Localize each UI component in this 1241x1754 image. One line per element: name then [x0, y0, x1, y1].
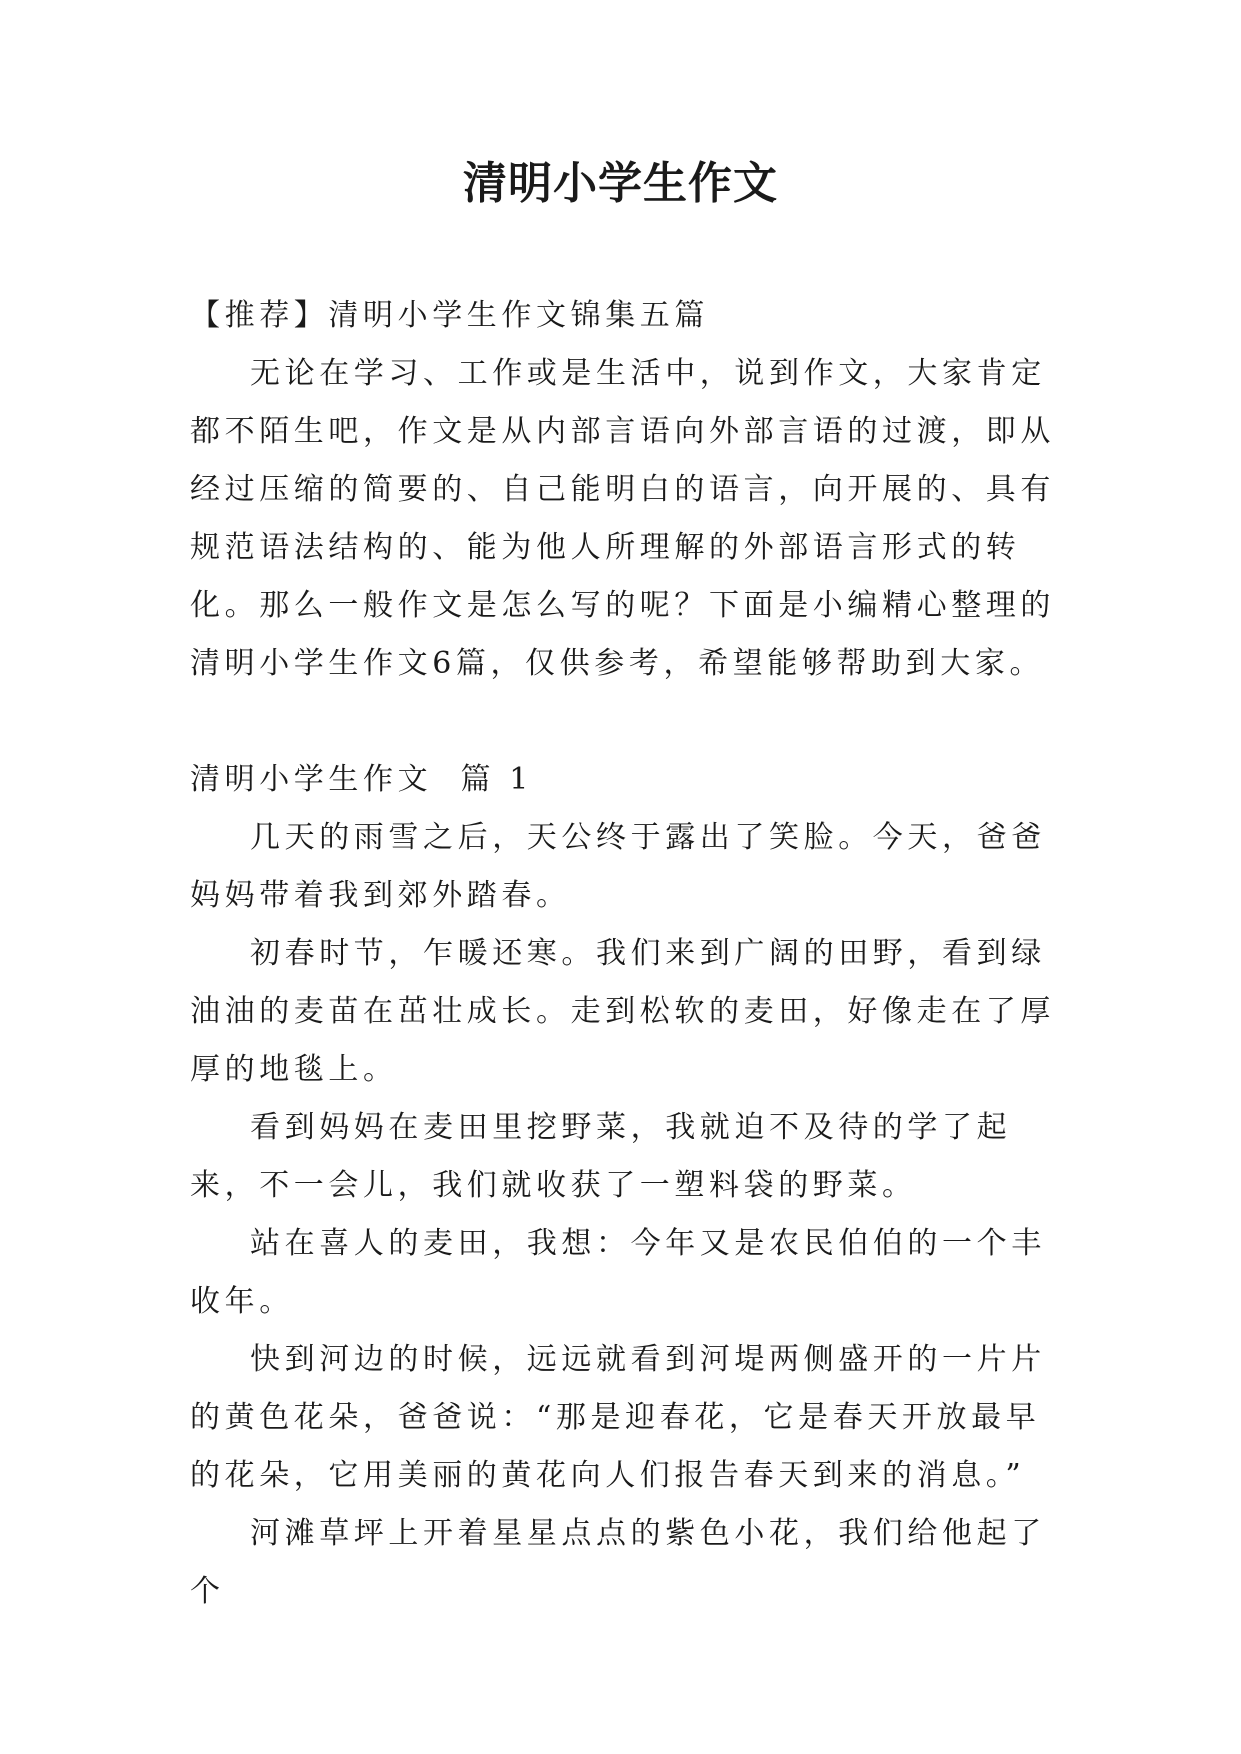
body-paragraph: 快到河边的时候，远远就看到河堤两侧盛开的一片片的黄色花朵，爸爸说：“那是迎春花，它是春天开放最早的花朵，它用美丽的黄花向人们报告春天到来的消息。” [190, 1342, 1046, 1493]
body-paragraph: 河滩草坪上开着星星点点的紫色小花，我们给他起了个 [190, 1516, 1046, 1609]
body-paragraph: 看到妈妈在麦田里挖野菜，我就迫不及待的学了起来，不一会儿，我们就收获了一塑料袋的野菜。 [190, 1110, 1012, 1203]
body-paragraph: 站在喜人的麦田，我想：今年又是农民伯伯的一个丰收年。 [190, 1226, 1046, 1319]
document-title: 清明小学生作文 [463, 158, 778, 209]
document-subtitle: 【推荐】清明小学生作文锦集五篇 [190, 298, 709, 333]
document-body [190, 287, 1070, 1621]
section-heading: 清明小学生作文 篇 1 [190, 762, 533, 797]
body-paragraph: 初春时节，乍暖还寒。我们来到广阔的田野，看到绿油油的麦苗在茁壮成长。走到松软的麦田，好像走在了厚厚的地毯上。 [190, 936, 1055, 1087]
body-paragraph: 几天的雨雪之后，天公终于露出了笑脸。今天，爸爸妈妈带着我到郊外踏春。 [190, 820, 1046, 913]
intro-paragraph: 无论在学习、工作或是生活中，说到作文，大家肯定都不陌生吧，作文是从内部言语向外部言语的过渡，即从经过压缩的简要的、自己能明白的语言，向开展的、具有规范语法结构的、能为他人所理解的外部语言形式的转化。那么一般作文是怎么写的呢？下面是小编精心整理的清明小学生作文6篇，仅供参考，希望能够帮助到大家。 [190, 356, 1055, 681]
